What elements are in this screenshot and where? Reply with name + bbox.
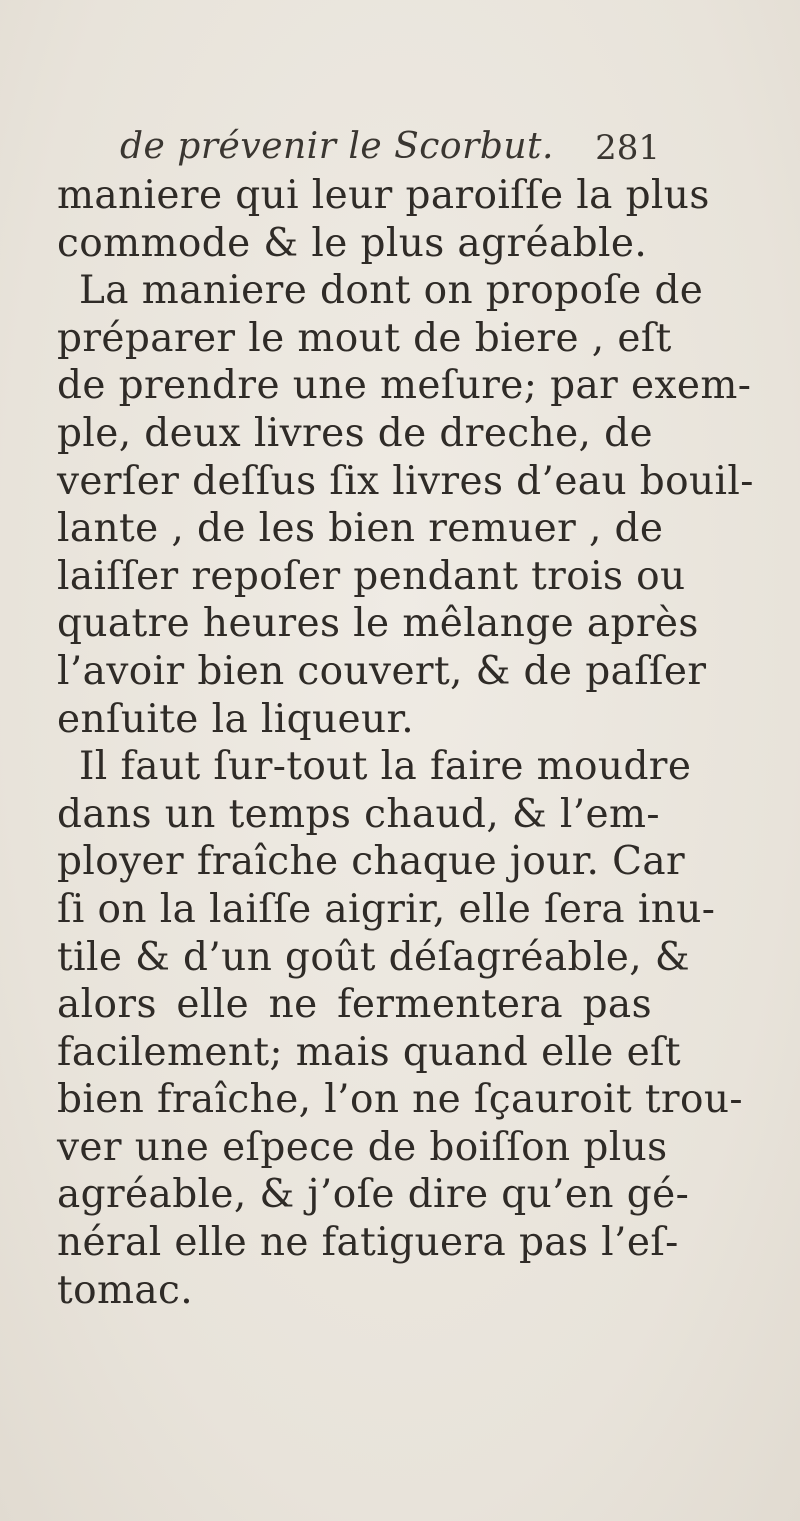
text-line: laiſſer repoſer pendant trois ou <box>57 553 686 599</box>
text-line: ployer fraîche chaque jour. Car <box>57 839 686 885</box>
text-line: facilement; mais quand elle eſt <box>57 1029 681 1075</box>
text-line: néral elle ne fatiguera pas l’eſ- <box>57 1220 679 1266</box>
paragraph-start-line: Il faut ſur-tout la faire moudre <box>79 744 692 790</box>
text-line: de prendre une meſure; par exem- <box>57 363 752 409</box>
text-line: ver une eſpece de boiſſon plus <box>57 1124 668 1170</box>
body-text <box>57 172 754 1314</box>
text-line: ple, deux livres de dreche, de <box>57 410 653 456</box>
text-line: lante , de les bien remuer , de <box>57 506 664 552</box>
text-line: maniere qui leur paroiſſe la plus <box>57 173 710 218</box>
text-line: quatre heures le mêlange après <box>57 601 699 647</box>
page-number: 281 <box>595 128 660 168</box>
paragraph-start-line: La maniere dont on propoſe de <box>79 268 704 314</box>
text-line: commode & le plus agréable. <box>57 220 648 266</box>
text-line: tomac. <box>57 1267 194 1313</box>
text-line: verſer deſſus ſix livres d’eau bouil- <box>57 458 754 504</box>
text-line: tile & d’un goût déſagréable, & <box>57 934 690 980</box>
running-head-title: de prévenir le Scorbut. <box>120 126 554 167</box>
running-head <box>120 122 660 170</box>
text-line: dans un temps chaud, & l’em- <box>57 791 660 837</box>
text-line: préparer le mout de biere , eſt <box>57 315 672 361</box>
text-line: alors elle ne fermentera pas <box>57 982 652 1028</box>
text-line: enſuite la liqueur. <box>57 696 415 742</box>
text-line: agréable, & j’oſe dire qu’en gé- <box>57 1172 690 1218</box>
text-line: l’avoir bien couvert, & de paſſer <box>57 648 707 694</box>
text-line: ſi on la laiſſe aigrir, elle ſera inu- <box>57 886 716 932</box>
text-line: bien fraîche, l’on ne ſçauroit trou- <box>57 1077 743 1123</box>
